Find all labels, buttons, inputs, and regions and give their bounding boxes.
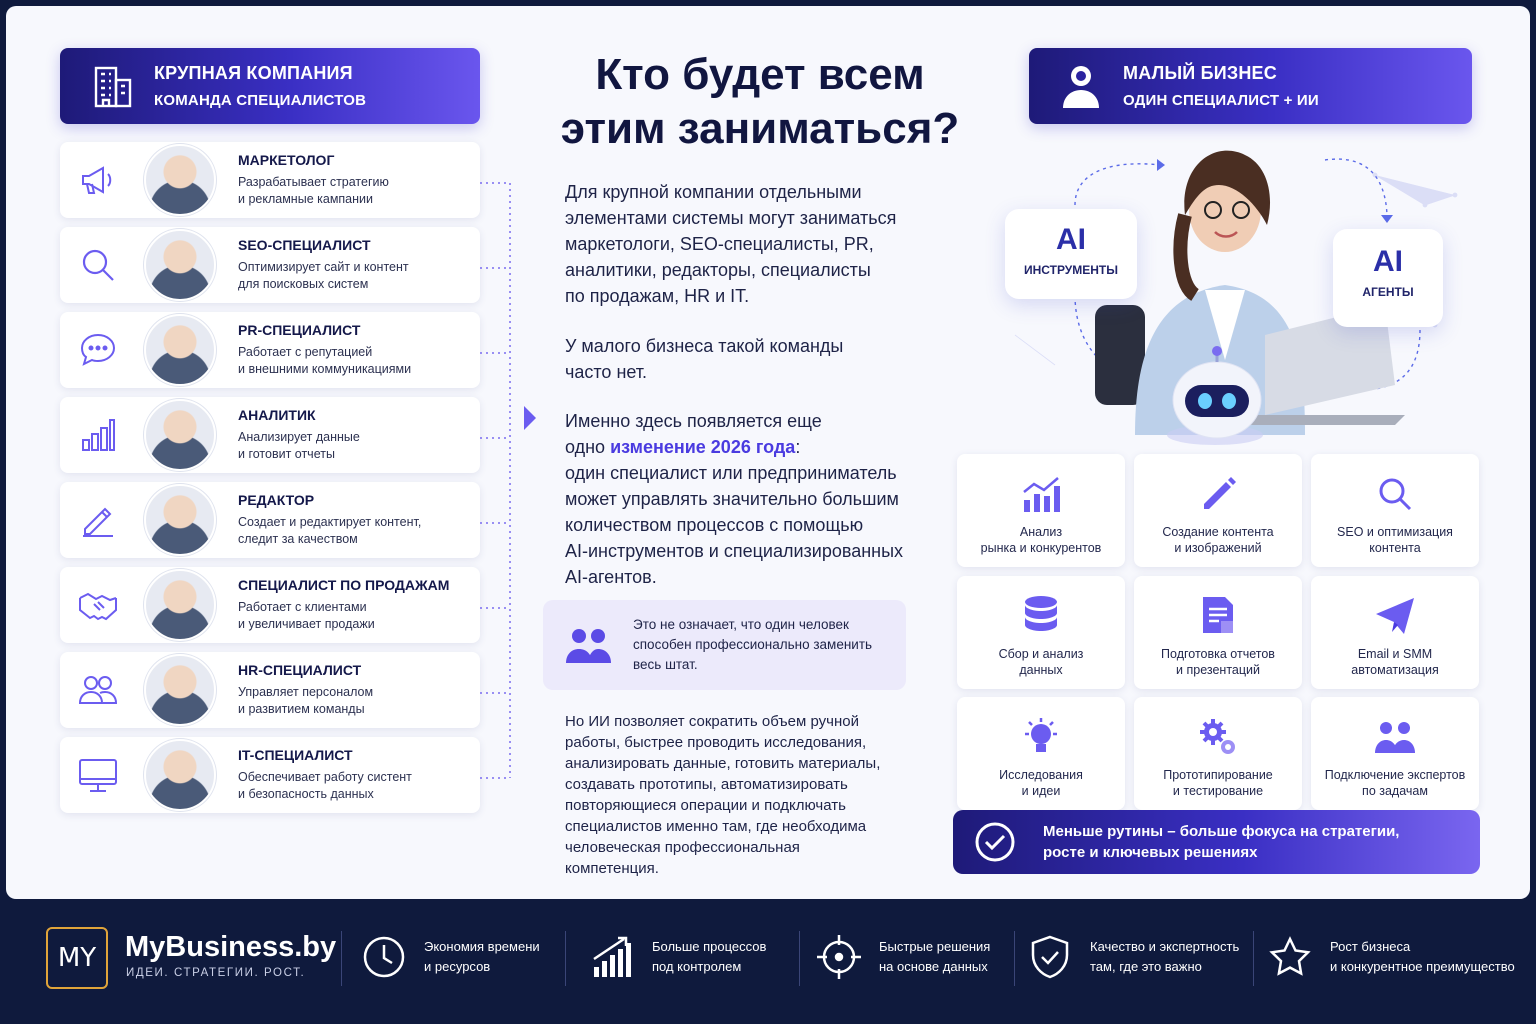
- footer-item-growth: Рост бизнеса и конкурентное преимущество: [1266, 933, 1515, 981]
- magnifier-icon: [1311, 472, 1479, 516]
- checkmark-circle-icon: [973, 820, 1017, 864]
- divider: [1014, 931, 1015, 986]
- role-title: РЕДАКТОР: [238, 492, 315, 508]
- shield-check-icon: [1026, 933, 1074, 981]
- avatar: [144, 739, 216, 811]
- tile-experts: Подключение экспертов по задачам: [1311, 697, 1479, 810]
- experts-icon: [1311, 715, 1479, 759]
- role-desc: и увеличивает продажи: [238, 617, 375, 631]
- role-desc: Анализирует данные: [238, 430, 360, 444]
- role-card-it: [60, 737, 480, 813]
- role-desc: Работает с клиентами: [238, 600, 367, 614]
- paper-plane-icon: [1311, 594, 1479, 638]
- role-title: МАРКЕТОЛОГ: [238, 152, 335, 168]
- avatar: [144, 484, 216, 556]
- report-icon: [1134, 594, 1302, 638]
- tile-research: Исследования и идеи: [957, 697, 1125, 810]
- header-title: КРУПНАЯ КОМПАНИЯ: [154, 63, 353, 83]
- pencil-icon: [70, 492, 126, 548]
- star-icon: [1266, 933, 1314, 981]
- tile-data-collection: Сбор и анализ данных: [957, 576, 1125, 689]
- role-desc: и развитием команды: [238, 702, 365, 716]
- role-desc: и рекламные кампании: [238, 192, 373, 206]
- crosshair-icon: [815, 933, 863, 981]
- role-desc: и внешними коммуникациями: [238, 362, 412, 376]
- role-desc: Работает с репутацией: [238, 345, 373, 359]
- logo[interactable]: MY: [46, 927, 108, 989]
- divider: [341, 931, 342, 986]
- tagline: ИДЕИ. СТРАТЕГИИ. РОСТ.: [126, 967, 306, 979]
- brand-name[interactable]: MyBusiness.by: [125, 931, 337, 963]
- avatar: [144, 569, 216, 641]
- role-title: АНАЛИТИК: [238, 407, 316, 423]
- role-title: PR-СПЕЦИАЛИСТ: [238, 322, 361, 338]
- divider: [799, 931, 800, 986]
- avatar: [144, 654, 216, 726]
- change-2026-paragraph: Именно здесь появляется еще одно изменение 2026 года: один специалист или предприниматель может управлять значительно большим количеством процессов с помощью AI-инструментов и специализированных AI-агентов.: [565, 411, 904, 587]
- role-desc: Обеспечивает работу систент: [238, 770, 412, 784]
- footer-item-quality: Качество и экспертность там, где это важно: [1026, 933, 1239, 981]
- role-title: IT-СПЕЦИАЛИСТ: [238, 747, 353, 763]
- role-card-editor: [60, 482, 480, 558]
- pencil-icon: [1134, 472, 1302, 516]
- avatar: [144, 144, 216, 216]
- header-subtitle: КОМАНДА СПЕЦИАЛИСТОВ: [154, 92, 367, 109]
- footer-item-decisions: Быстрые решения на основе данных: [815, 933, 990, 981]
- intro-paragraph: Для крупной компании отдельными элементами системы могут заниматься маркетологи, SEO-специалисты, PR, аналитики, редакторы, специалисты по продажам, HR и IT.: [565, 182, 897, 306]
- role-desc: Оптимизирует сайт и контент: [238, 260, 409, 274]
- growth-chart-icon: [957, 472, 1125, 516]
- people-icon: [563, 619, 615, 671]
- footer-item-time: Экономия времени и ресурсов: [360, 933, 540, 981]
- monitor-icon: [70, 747, 126, 803]
- avatar: [144, 229, 216, 301]
- chat-bubble-icon: [70, 322, 126, 378]
- divider: [1253, 931, 1254, 986]
- tile-email-smm: Email и SMM автоматизация: [1311, 576, 1479, 689]
- ai-illustration: [995, 135, 1475, 445]
- summary-banner: Меньше рутины – больше фокуса на стратегии, росте и ключевых решениях: [953, 810, 1480, 874]
- clock-icon: [360, 933, 408, 981]
- ai-benefit-paragraph: Но ИИ позволяет сократить объем ручной работы, быстрее проводить исследования, анализировать данные, готовить материалы, создавать прототипы, автоматизировать повторяющиеся операции и подключать специалистов именно там, где необходима человеческая профессиональная компетенция.: [565, 713, 881, 877]
- people-icon: [70, 662, 126, 718]
- role-title: HR-СПЕЦИАЛИСТ: [238, 662, 362, 678]
- role-card-seo: [60, 227, 480, 303]
- database-icon: [957, 594, 1125, 638]
- divider: [565, 931, 566, 986]
- footer-item-processes: Больше процессов под контролем: [588, 933, 766, 981]
- highlight-text: изменение 2026 года: [610, 437, 796, 457]
- ai-agents-badge: AI АГЕНТЫ: [1333, 229, 1443, 327]
- role-card-marketer: [60, 142, 480, 218]
- role-card-pr: [60, 312, 480, 388]
- header-subtitle: ОДИН СПЕЦИАЛИСТ + ИИ: [1123, 92, 1319, 109]
- role-desc: Создает и редактирует контент,: [238, 515, 422, 529]
- bar-chart-icon: [70, 407, 126, 463]
- role-desc: для поисковых систем: [238, 277, 369, 291]
- page-title: Кто будет всем этим заниматься?: [560, 50, 960, 153]
- role-desc: и готовит отчеты: [238, 447, 335, 461]
- ai-tools-badge: AI ИНСТРУМЕНТЫ: [1005, 209, 1137, 299]
- handshake-icon: [70, 577, 126, 633]
- role-title: СПЕЦИАЛИСТ ПО ПРОДАЖАМ: [238, 577, 450, 593]
- avatar: [144, 314, 216, 386]
- role-desc: Разрабатывает стратегию: [238, 175, 389, 189]
- megaphone-icon: [70, 152, 126, 208]
- footer: [0, 899, 1536, 1024]
- person-icon: [1053, 58, 1109, 114]
- magnifier-icon: [70, 237, 126, 293]
- role-card-analyst: [60, 397, 480, 473]
- avatar: [144, 399, 216, 471]
- role-desc: следит за качеством: [238, 532, 358, 546]
- small-business-paragraph: У малого бизнеса такой команды часто нет.: [565, 336, 844, 382]
- role-desc: Управляет персоналом: [238, 685, 374, 699]
- arrow-right-icon: [524, 406, 536, 430]
- role-title: SEO-СПЕЦИАЛИСТ: [238, 237, 371, 253]
- role-desc: и безопасность данных: [238, 787, 374, 801]
- role-card-sales: [60, 567, 480, 643]
- tile-content-creation: Создание контента и изображений: [1134, 454, 1302, 567]
- lightbulb-icon: [957, 715, 1125, 759]
- gears-icon: [1134, 715, 1302, 759]
- building-icon: [84, 58, 140, 114]
- tile-seo: SEO и оптимизация контента: [1311, 454, 1479, 567]
- tile-market-analysis: Анализ рынка и конкурентов: [957, 454, 1125, 567]
- tile-prototyping: Прототипирование и тестирование: [1134, 697, 1302, 810]
- header-title: МАЛЫЙ БИЗНЕС: [1123, 63, 1277, 83]
- growth-bars-icon: [588, 933, 636, 981]
- large-company-header: [60, 48, 480, 124]
- role-card-hr: [60, 652, 480, 728]
- bracket-connector: [480, 180, 540, 780]
- small-business-header: [1029, 48, 1472, 124]
- tile-reports: Подготовка отчетов и презентаций: [1134, 576, 1302, 689]
- note-box: Это не означает, что один человек способен профессионально заменить весь штат.: [543, 600, 906, 690]
